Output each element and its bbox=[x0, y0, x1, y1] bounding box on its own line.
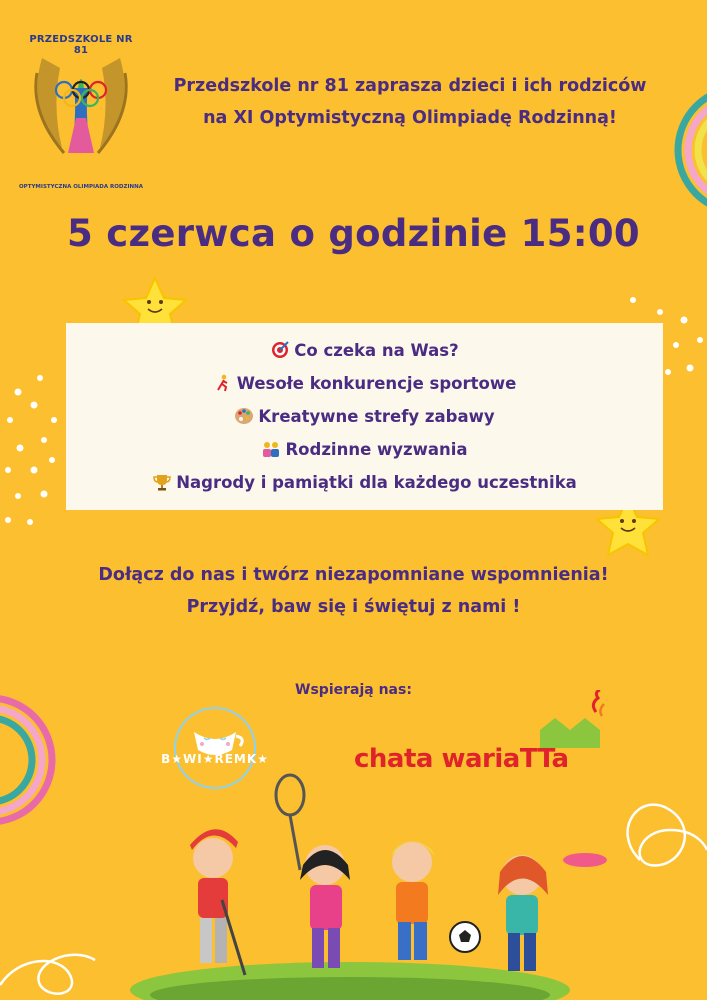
info-item-text: Kreatywne strefy zabawy bbox=[258, 407, 495, 426]
event-date-title: 5 czerwca o godzinie 15:00 bbox=[67, 212, 640, 255]
sponsor-bawi-name: B★WI★REMK★ bbox=[161, 752, 269, 766]
scribble-right bbox=[628, 805, 707, 866]
info-item-family bbox=[66, 440, 663, 459]
info-item-sports bbox=[66, 374, 663, 393]
palette-icon bbox=[234, 407, 254, 425]
logo-bottom-text: OPTYMISTYCZNA OLIMPIADA RODZINNA bbox=[18, 184, 143, 190]
kid-golfer bbox=[190, 829, 245, 975]
header-line-2: na XI Optymistyczną Olimpiadę Rodzinną! bbox=[203, 108, 617, 128]
rings-left bbox=[0, 698, 52, 822]
cta-line-1: Dołącz do nas i twórz niezapomniane wspomnienia! bbox=[98, 565, 609, 585]
runner-icon bbox=[213, 374, 233, 392]
sponsor-bawi-logo bbox=[160, 700, 270, 790]
info-item-prizes bbox=[66, 473, 663, 492]
info-item-creative bbox=[66, 407, 663, 426]
rings-top-right bbox=[678, 88, 707, 212]
sponsor-chata-logo bbox=[350, 690, 620, 785]
dots-left bbox=[5, 375, 57, 525]
kids-illustration bbox=[130, 775, 607, 1000]
sponsor-chata-name: chata wariaTTa bbox=[354, 744, 569, 774]
trophy-icon bbox=[152, 473, 172, 491]
cup-icon bbox=[160, 700, 270, 790]
header-line-1: Przedszkole nr 81 zaprasza dzieci i ich rodziców bbox=[173, 76, 647, 96]
info-item-text: Wesołe konkurencje sportowe bbox=[236, 374, 517, 393]
info-item-what bbox=[66, 341, 663, 360]
kid-frisbee bbox=[498, 853, 607, 971]
kid-football bbox=[390, 841, 480, 960]
scribble-left bbox=[0, 955, 95, 994]
sponsors-label: Wspierają nas: bbox=[295, 682, 412, 698]
info-item-text: Rodzinne wyzwania bbox=[285, 440, 468, 459]
info-item-text: Nagrody i pamiątki dla każdego uczestnika bbox=[176, 473, 577, 492]
logo-top-text: PRZEDSZKOLE NR 81 bbox=[29, 34, 133, 56]
kid-badminton bbox=[276, 775, 350, 968]
family-icon bbox=[261, 440, 281, 458]
cta-line-2: Przyjdź, baw się i świętuj z nami ! bbox=[186, 597, 521, 617]
info-item-text: Co czeka na Was? bbox=[294, 341, 459, 360]
info-box bbox=[66, 323, 663, 510]
target-icon bbox=[270, 341, 290, 359]
kindergarten-logo bbox=[18, 28, 143, 190]
